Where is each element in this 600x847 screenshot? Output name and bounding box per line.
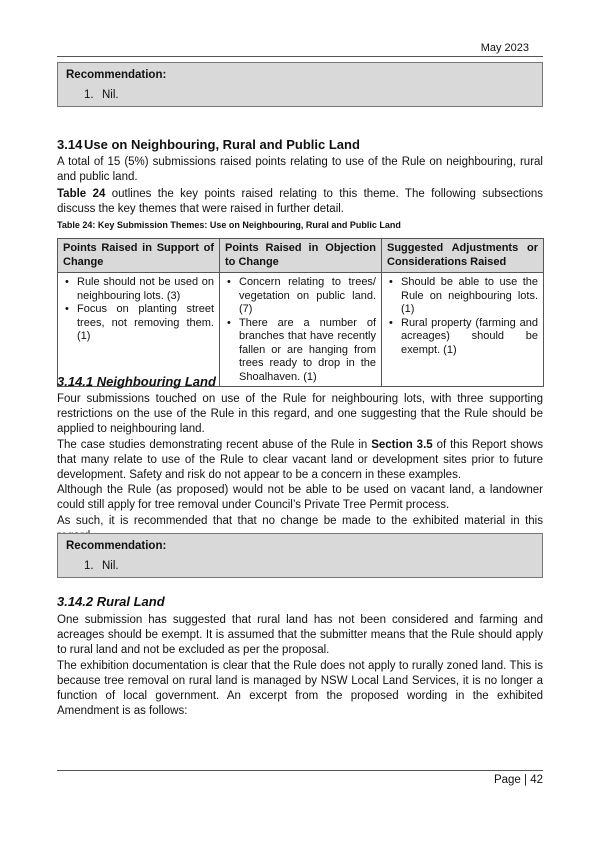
rural-paragraph-2: The exhibition documentation is clear that the Rule does not apply to rurally zoned land. This is because tree removal on rural land is managed by NSW Local Land Services, it is no longer a function of local government. An excerpt from the proposed wording in the exhibited Amendment is as follows: [57,660,543,717]
neighbouring-paragraph-1: Four submissions touched on use of the Rule for neighbouring lots, with three supporting restrictions on the use of the Rule in this regard, and one suggesting that the Rule should be applied to neighbouring land. [57,393,543,435]
table-caption: Table 24: Key Submission Themes: Use on Neighbouring, Rural and Public Land [57,220,401,230]
footer-rule [57,770,543,771]
subsection-heading-neighbouring: 3.14.1 Neighbouring Land [57,374,216,389]
section-heading [57,137,360,152]
table-header-adjustments: Suggested Adjustments or Considerations Raised [382,239,544,273]
list-item: • There are a number of branches that have recently fallen or are hanging from trees ready to drop in the Shoalhaven. (1) [239,317,376,385]
recommendation-item [66,89,534,101]
list-item: • Focus on planting street trees, not removing them. (1) [77,303,214,344]
recommendation-text: Nil. [102,560,119,572]
neighbouring-text: of this Report shows that many relate to use of the Rule to clear vacant land or development sites prior to future development. Safety and risk do not appear to be a concern in these examples. [57,439,543,481]
neighbouring-paragraph-4: As such, it is recommended that that no change be made to the exhibited material in this [57,515,543,527]
table-cell-adjustments [382,273,544,387]
header-rule [57,56,543,57]
recommendation-item [66,560,534,572]
recommendation-number: 1. [84,89,94,101]
table-reference: Table 24 [57,188,106,200]
table-header-support: Points Raised in Support of Change [58,239,220,273]
table-header-row [58,239,544,273]
list-item: • Should be able to use the Rule on neighbouring lots. (1) [401,276,538,317]
recommendation-box [57,533,543,578]
list-item: • Concern relating to trees/ vegetation on public land. (7) [239,276,376,317]
section-number: 3.14 [57,137,83,152]
neighbouring-paragraph-2 [57,438,543,483]
recommendation-box [57,62,543,107]
neighbouring-text: The case studies demonstrating recent abuse of the Rule in [57,439,372,451]
section-intro-paragraph: A total of 15 (5%) submissions raised points relating to use of the Rule on neighbouring, rural and public land. [57,156,543,183]
themes-table [57,238,544,387]
list-item: • Rural property (farming and acreages) should be exempt. (1) [401,317,538,358]
list-item: • Rule should not be used on neighbouring lots. (3) [77,276,214,303]
header-date: May 2023 [480,42,529,54]
section-title: Use on Neighbouring, Rural and Public Land [84,137,360,152]
table-row [58,273,544,387]
recommendation-text: Nil. [102,89,119,101]
page-number: Page | 42 [493,774,543,786]
neighbouring-paragraph-3: Although the Rule (as proposed) would not be able to be used on vacant land, a landowner could still apply for tree removal under Council’s Private Tree Permit process. [57,484,543,511]
rural-paragraph-1: One submission has suggested that rural land has not been considered and farming and acreages should be exempt. It is assumed that the submitter means that the Rule should apply to rural land and not be excluded as per the proposal. [57,614,543,656]
table-cell-objection [220,273,382,387]
table-cell-support [58,273,220,387]
recommendation-title: Recommendation: [66,69,167,81]
section-table-intro-paragraph [57,187,543,217]
section-reference: Section 3.5 [371,439,433,451]
table-header-objection: Points Raised in Objection to Change [220,239,382,273]
recommendation-title: Recommendation: [66,540,167,552]
recommendation-number: 1. [84,560,94,572]
subsection-heading-rural: 3.14.2 Rural Land [57,594,165,609]
table-intro-text: outlines the key points raised relating to this theme. The following subsections discuss the key themes that were raised in further detail. [57,188,543,215]
